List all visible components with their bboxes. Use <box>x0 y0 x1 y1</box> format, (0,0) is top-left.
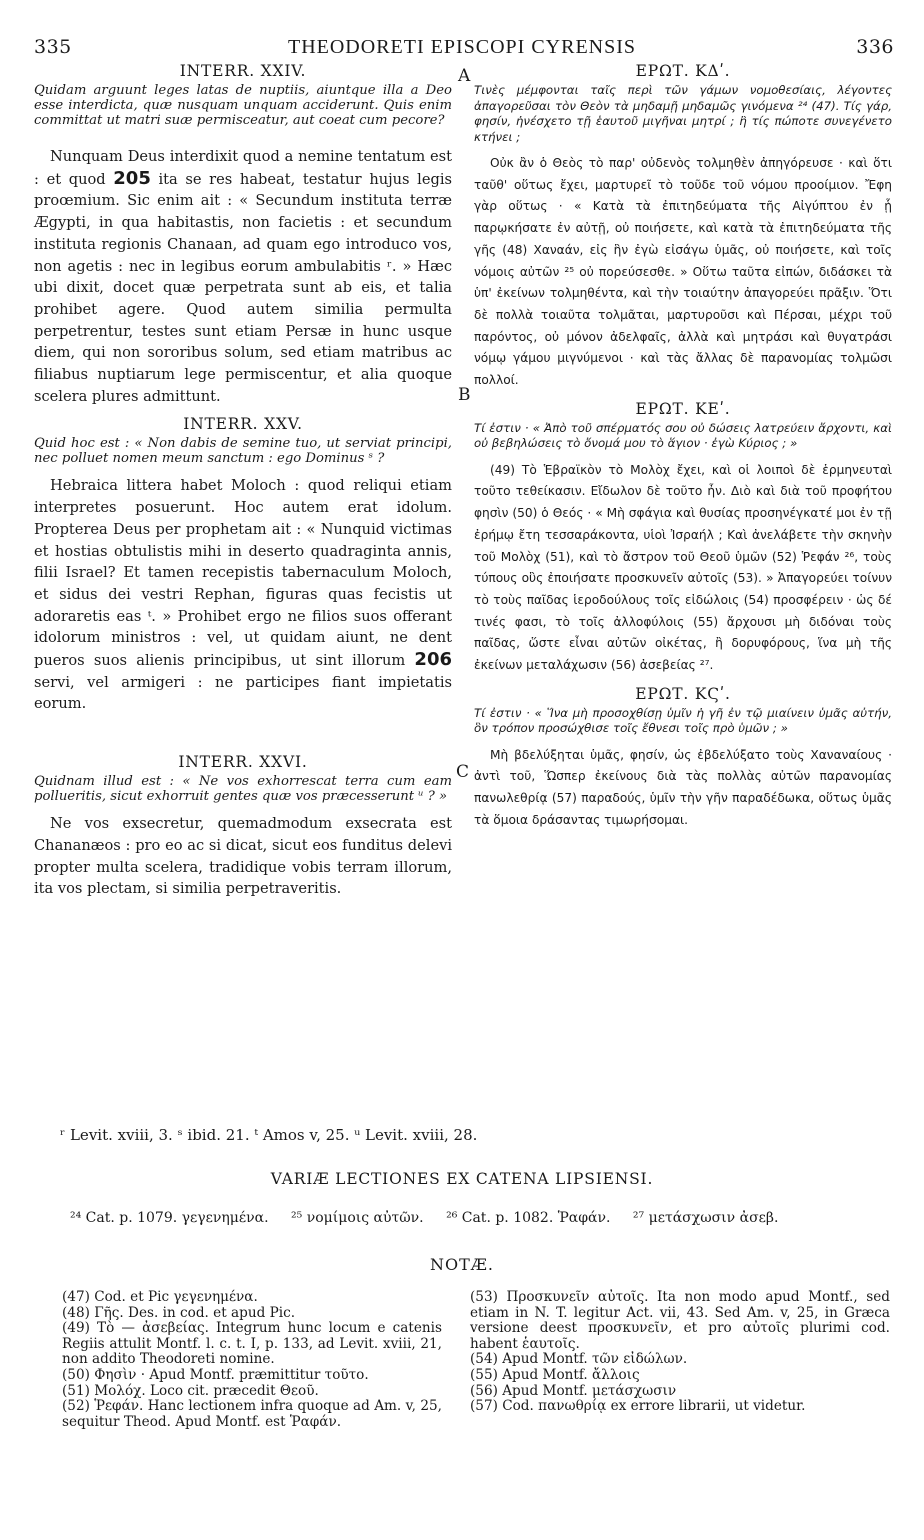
latin-s24-body-b: ita se res habeat, testatur hujus legis proœmium. Sic enim ait : « Secundum instituta terræ Ægypti, in qua habitastis, non facietis : et secundum instituta regionis Chanaan, ad quam ego introduco vos, non agetis : nec in legibus eorum ambulabitis ʳ. » Hæc ubi dixit, docet quæ perpetrata sunt ab eis, et talia prohibet agere. Quod autem similia permulta perpetrentur, testes sunt etiam Persæ in hunc usque diem, qui non sororibus solum, sed etiam matribus ac filiabus nuptiarum lege permiscentur, et alia quoque scelera plures admittunt. <box>34 170 452 405</box>
greek-s24-question: Τινὲς μέμφονται ταῖς περὶ τῶν γάμων νομοθεσίαις, λέγοντες ἀπαγορεῦσαι τὸν Θεὸν τὰ μηδαμῇ μηδαμῶς γινόμενα ²⁴ (47). Τίς γάρ, φησίν, ἠνέσχετο τῇ ἑαυτοῦ μιγῆναι μητρί ; ἢ τίς πώποτε συνεγένετο κτήνει ; <box>474 83 892 144</box>
margin-mark-a: A <box>458 66 471 86</box>
margin-mark-c: C <box>456 762 470 782</box>
latin-column <box>34 62 452 908</box>
variae-title: VARIÆ LECTIONES EX CATENA LIPSIENSI. <box>270 1170 654 1188</box>
greek-column <box>474 62 892 840</box>
note-52: (52) Ῥεφάν. Hanc lectionem infra quoque ad Am. v, 25, sequitur Theod. Apud Montf. est Ῥαφάν. <box>62 1398 442 1430</box>
latin-s25-question: Quid hoc est : « Non dabis de semine tuo, ut serviat principi, nec polluet nomen meum sanctum : ego Dominus ˢ ? <box>34 436 452 467</box>
note-57: (57) Cod. πανωθρίᾳ ex errore librarii, ut videtur. <box>470 1398 806 1415</box>
note-53: (53) Προσκυνεῖν αὐτοῖς. Ita non modo apud Montf., sed etiam in N. T. legitur Act. vii, 43. Sed Am. v, 25, in Græca versione deest προσκυνεῖν, et pro αὐτοῖς plurimi cod. habent ἑαυτοῖς. <box>470 1289 890 1352</box>
latin-s26-title: INTERR. XXVI. <box>178 753 308 772</box>
note-54: (54) Apud Montf. τῶν εἰδώλων. <box>470 1351 688 1368</box>
latin-s26-body: Ne vos exsecretur, quemadmodum exsecrata est Chananæos : pro eo ac si dicat, sicut eos funditus delevi propter multa scelera, tradidique vobis terram illorum, ita vos plectam, si similia perpetraveritis. <box>34 815 452 898</box>
latin-s24-title: INTERR. XXIV. <box>179 62 307 80</box>
greek-s25-title: ΕΡΩΤ. ΚΕʹ. <box>635 399 731 418</box>
note-56: (56) Apud Montf. μετάσχωσιν <box>470 1382 677 1399</box>
variant-24: ²⁴ Cat. p. 1079. γεγενημένα. <box>70 1210 269 1226</box>
page-number-right: 336 <box>856 36 894 58</box>
page-marker-206: 206 <box>414 649 452 671</box>
page-marker-205: 205 <box>113 167 151 189</box>
variae-list <box>70 1210 796 1226</box>
scripture-references: ʳ Levit. xviii, 3. ˢ ibid. 21. ᵗ Amos v, 25. ᵘ Levit. xviii, 28. <box>60 1126 478 1144</box>
greek-s24-title: ΕΡΩΤ. ΚΔʹ. <box>635 62 731 80</box>
latin-s24-body-a: Nunquam Deus interdixit quod a nemine tentatum est : et quod <box>34 148 452 188</box>
greek-s25-question: Τί ἐστιν · « Ἀπὸ τοῦ σπέρματός σου οὐ δώσεις λατρεύειν ἄρχοντι, καὶ οὐ βεβηλώσεις τὸ ὄνομά μου τὸ ἅγιον · ἐγὼ Κύριος ; » <box>474 420 892 451</box>
latin-s25-body-a: Hebraica littera habet Moloch : quod reliqui etiam interpretes posuerunt. Hoc autem erat idolum. Propterea Deus per prophetam ait : « Nunquid victimas et hostias obtulistis mihi in deserto quadraginta annis, filii Israel? Et tamen recepistis tabernaculum Moloch, et sidus dei vestri Rephan, figuras quas fecistis ut adoraretis eas ᵗ. » Prohibet ergo ne filios suos offerant idolorum ministros : vel, ut quidam aiunt, ne dent pueros suos alienis principibus, ut sint illorum <box>34 477 452 670</box>
page-number-left: 335 <box>34 36 72 58</box>
variant-25: ²⁵ νομίμοις αὐτῶν. <box>291 1210 424 1226</box>
note-51: (51) Μολόχ. Loco cit. præcedit Θεοῦ. <box>62 1382 319 1399</box>
note-47: (47) Cod. et Pic γεγενημένα. <box>62 1289 258 1305</box>
variant-26: ²⁶ Cat. p. 1082. Ῥαφάν. <box>446 1210 611 1226</box>
note-49: (49) Τὸ — ἀσεβείας. Integrum hunc locum e catenis Regiis attulit Montf. l. c. t. I, p. 133, ad Levit. xviii, 21, non addito Theodoreti nomine. <box>62 1320 442 1368</box>
notae-right-column <box>470 1290 890 1415</box>
note-48: (48) Γῆς. Des. in cod. et apud Pic. <box>62 1304 296 1321</box>
notae-left-column <box>62 1290 442 1430</box>
variant-27: ²⁷ μετάσχωσιν ἀσεβ. <box>632 1210 779 1226</box>
greek-s24-body: Οὐκ ἂν ὁ Θεὸς τὸ παρ' οὐδενὸς τολμηθὲν ἀπηγόρευσε · καὶ ὅτι ταῦθ' οὕτως ἔχει, μαρτυρεῖ τὸ τοῦδε τοῦ νόμου προοίμιον. Ἔφη γὰρ οὕτως · « Κατὰ τὰ ἐπιτηδεύματα τῆς Αἰγύπτου ἐν ᾗ παρῳκήσατε ἐν αὐτῇ, οὐ ποιήσετε, καὶ κατὰ τὰ ἐπιτηδεύματα τῆς γῆς (48) Χαναάν, εἰς ἣν ἐγὼ εἰσάγω ὑμᾶς, οὐ ποιήσετε, καὶ τοῖς νόμοις αὐτῶν ²⁵ οὐ πορεύσεσθε. » Οὕτω ταῦτα εἰπών, διδάσκει τὰ ὑπ' ἐκείνων τολμηθέντα, καὶ τὴν τοιαύτην ἀπαγορεύει πρᾶξιν. Ὅτι δὲ πολλὰ τοιαῦτα τολμᾶται, μαρτυροῦσι καὶ Πέρσαι, μέχρι τοῦ παρόντος, οὐ μόνον ἀδελφαῖς, ἀλλὰ καὶ μητράσι καὶ θυγατράσι νόμῳ γάμου μιγνύμενοι · καὶ τὰς ἄλλας δὲ παρανομίας τολμῶσι πολλοί. <box>474 156 892 388</box>
notae-title: NOTÆ. <box>430 1255 494 1274</box>
latin-s25-title: INTERR. XXV. <box>183 415 303 434</box>
latin-s24-body <box>34 146 452 407</box>
greek-s26-question: Τί ἐστιν · « Ἵνα μὴ προσοχθίσῃ ὑμῖν ἡ γῆ ἐν τῷ μιαίνειν ὑμᾶς αὐτήν, ὃν τρόπον προσώχθισε τοῖς ἔθνεσι τοῖς πρὸ ὑμῶν ; » <box>474 705 892 736</box>
greek-s25-body: (49) Τὸ Ἑβραϊκὸν τὸ Μολὸχ ἔχει, καὶ οἱ λοιποὶ δὲ ἑρμηνευταὶ τοῦτο τεθείκασιν. Εἴδωλον δὲ τοῦτο ἦν. Διὸ καὶ διὰ τοῦ προφήτου φησὶν (50) ὁ Θεός · « Μὴ σφάγια καὶ θυσίας προσηνέγκατέ μοι ἐν τῇ ἐρήμῳ ἔτη τεσσαράκοντα, υἱοὶ Ἰσραήλ ; Καὶ ἀνελάβετε τὴν σκηνὴν τοῦ Μολὸχ (51), καὶ τὸ ἄστρον τοῦ Θεοῦ ὑμῶν (52) Ῥεφάν ²⁶, τοὺς τύπους οὓς ἐποιήσατε προσκυνεῖν αὐτοῖς (53). » Ἀπαγορεύει τοίνυν τὸ τοὺς παῖδας ἱεροδούλους τοῖς εἰδώλοις (54) προσφέρειν · ὡς δέ τινές φασι, τὸ τοῖς ἀλλοφύλοις (55) ἄρχουσι μὴ διδόναι τοὺς παῖδας, ὥστε εἶναι αὐτῶν οἰκέτας, ἢ δορυφόρους, ἵνα μὴ τῆς ἐκείνων μεταλάχωσιν (56) ἀσεβείας ²⁷. <box>474 462 892 673</box>
latin-s25-body <box>34 475 452 715</box>
note-55: (55) Apud Montf. ἄλλοις <box>470 1366 640 1383</box>
margin-mark-b: B <box>458 385 471 405</box>
latin-s25-body-b: servi, vel armigeri : ne participes fiant impietatis eorum. <box>34 673 452 713</box>
greek-s26-title: ΕΡΩΤ. ΚϚʹ. <box>635 684 731 703</box>
latin-s26-question: Quidnam illud est : « Ne vos exhorrescat terra cum eam pollueritis, sicut exhorruit gentes quæ vos præcesserunt ᵘ ? » <box>34 774 452 805</box>
greek-s26-body: Μὴ βδελύξηται ὑμᾶς, φησίν, ὡς ἐβδελύξατο τοὺς Χαναναίους · ἀντὶ τοῦ, Ὥσπερ ἐκείνους διὰ τὰς πολλὰς αὐτῶν παρανομίας πανωλεθρίᾳ (57) παραδούς, ὑμῖν τὴν γῆν παραδέδωκα, οὕτως ὑμᾶς τὰ ὅμοια δράσαντας τιμωρήσομαι. <box>474 747 892 827</box>
running-title: THEODORETI EPISCOPI CYRENSIS <box>287 36 637 58</box>
latin-s24-question: Quidam arguunt leges latas de nuptiis, aiuntque illa a Deo esse interdicta, quæ nusquam unquam acciderunt. Quis enim committat ut matri suæ permisceatur, aut coeat cum pecore? <box>34 83 452 128</box>
note-50: (50) Φησὶν · Apud Montf. præmittitur τοῦτο. <box>62 1366 369 1383</box>
